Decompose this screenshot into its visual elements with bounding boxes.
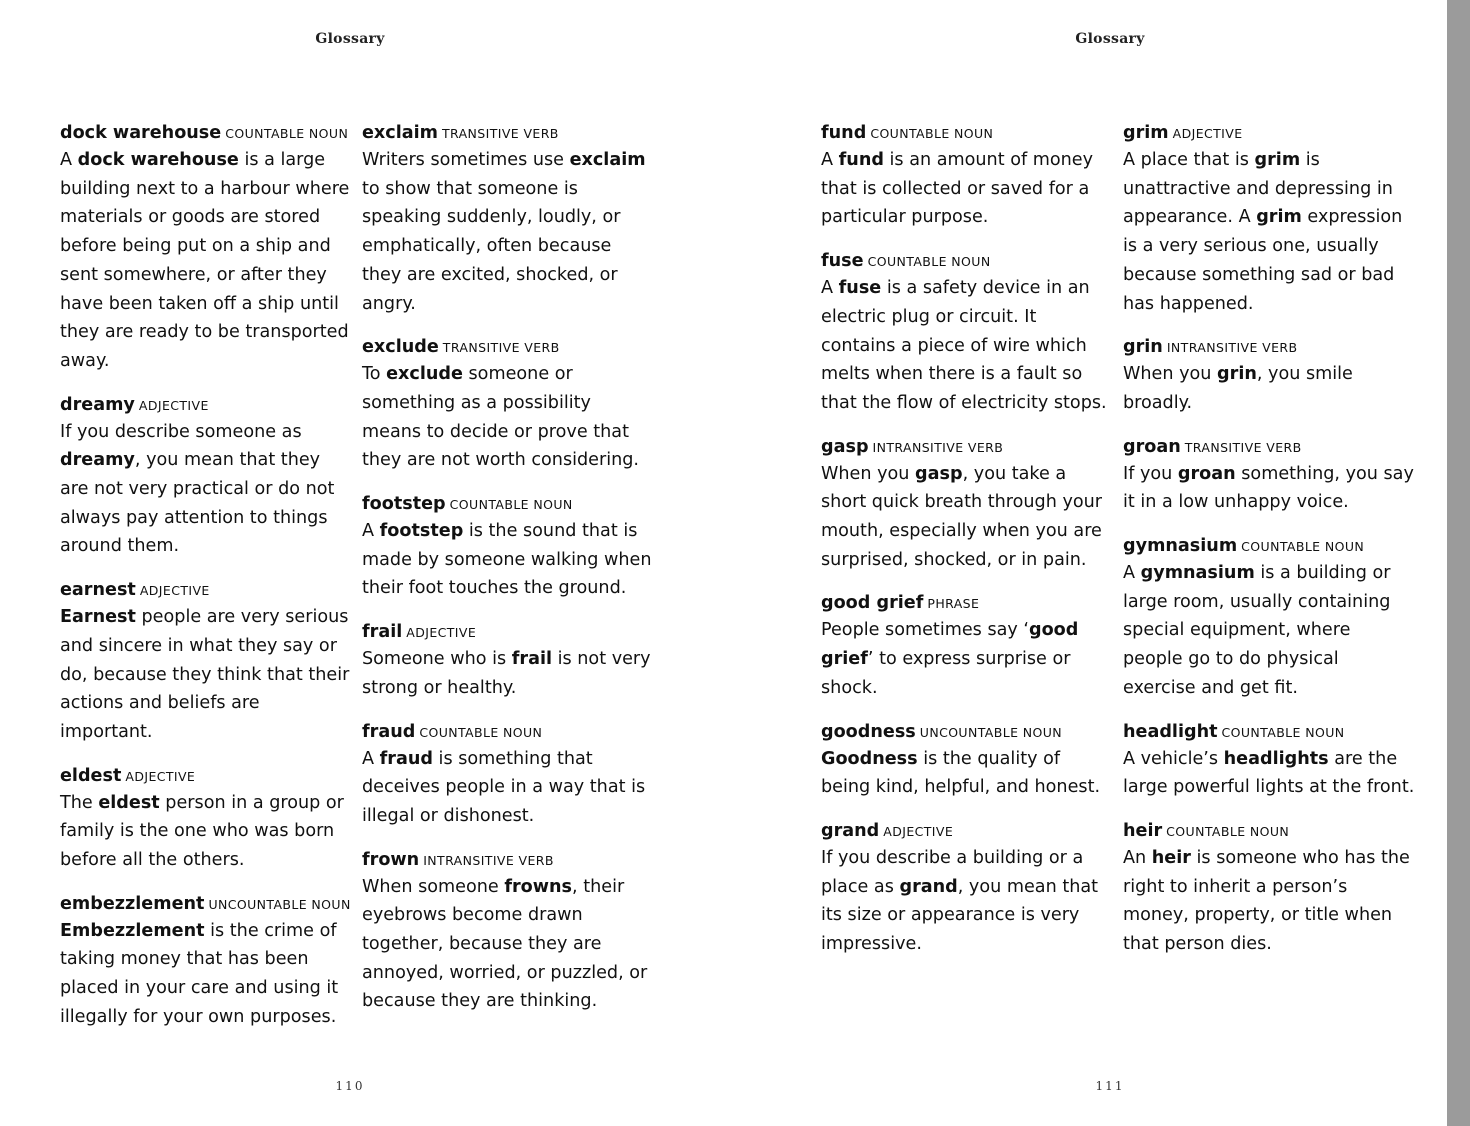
glossary-entry bbox=[1123, 435, 1415, 517]
part-of-speech: INTRANSITIVE VERB bbox=[872, 439, 1004, 455]
glossary-column bbox=[362, 121, 654, 1033]
part-of-speech: INTRANSITIVE VERB bbox=[423, 852, 554, 868]
left-page bbox=[0, 0, 730, 1126]
part-of-speech: COUNTABLE NOUN bbox=[867, 254, 991, 270]
headword: eldest bbox=[60, 765, 122, 786]
glossary-column bbox=[821, 121, 1113, 976]
definition-keyword: headlights bbox=[1223, 748, 1329, 769]
part-of-speech: COUNTABLE NOUN bbox=[419, 724, 543, 740]
headword: good grief bbox=[821, 593, 924, 614]
headword-line bbox=[821, 435, 1113, 460]
definition-keyword: frail bbox=[511, 649, 553, 670]
part-of-speech: ADJECTIVE bbox=[406, 625, 477, 641]
definition-keyword: dreamy bbox=[60, 450, 135, 471]
headword-line bbox=[362, 720, 654, 745]
definition-keyword: eldest bbox=[98, 792, 160, 813]
glossary-entry bbox=[362, 121, 654, 318]
definition-keyword: footstep bbox=[379, 521, 464, 542]
definition: People sometimes say ‘good grief’ to express surprise or shock. bbox=[821, 620, 1079, 698]
headword-line bbox=[1123, 819, 1415, 844]
glossary-entry bbox=[362, 335, 654, 475]
glossary-entry bbox=[60, 578, 352, 747]
glossary-entry bbox=[60, 764, 352, 875]
headword: fraud bbox=[362, 721, 416, 742]
running-head: Glossary bbox=[315, 31, 385, 47]
running-head: Glossary bbox=[1075, 31, 1145, 47]
definition-keyword: frowns bbox=[504, 876, 573, 897]
definition-keyword: gymnasium bbox=[1140, 563, 1255, 584]
headword-line bbox=[60, 578, 352, 603]
definition: To exclude someone or something as a possibility means to decide or prove that they are not worth considering. bbox=[362, 364, 640, 471]
definition: A fraud is something that deceives people in a way that is illegal or dishonest. bbox=[362, 748, 646, 826]
definition-keyword: Embezzlement bbox=[60, 920, 205, 941]
headword-line bbox=[1123, 335, 1415, 360]
headword-line bbox=[821, 249, 1113, 274]
glossary-entry bbox=[60, 892, 352, 1032]
definition-keyword: fraud bbox=[379, 748, 433, 769]
definition: If you describe a building or a place as grand, you mean that its size or appearance is very impressive. bbox=[821, 847, 1099, 955]
definition-keyword: good grief bbox=[821, 620, 1079, 670]
definition: A fuse is a safety device in an electric plug or circuit. It contains a piece of wire which melts when there is a fault so that the flow of electricity stops. bbox=[821, 278, 1107, 413]
definition: A fund is an amount of money that is collected or saved for a particular purpose. bbox=[821, 150, 1094, 228]
headword: headlight bbox=[1123, 721, 1218, 742]
glossary-entry bbox=[362, 848, 654, 1017]
part-of-speech: TRANSITIVE VERB bbox=[1184, 439, 1302, 455]
part-of-speech: COUNTABLE NOUN bbox=[449, 497, 573, 513]
definition: Goodness is the quality of being kind, helpful, and honest. bbox=[821, 748, 1101, 798]
headword-line bbox=[1123, 121, 1415, 146]
definition-keyword: grim bbox=[1256, 207, 1302, 228]
glossary-entry bbox=[362, 620, 654, 702]
headword-line bbox=[821, 720, 1113, 745]
headword: gasp bbox=[821, 436, 869, 457]
definition-keyword: groan bbox=[1177, 463, 1236, 484]
headword: exclaim bbox=[362, 123, 438, 143]
definition: An heir is someone who has the right to inherit a person’s money, property, or title when that person dies. bbox=[1123, 847, 1410, 955]
headword: grin bbox=[1123, 337, 1163, 358]
glossary-entry bbox=[821, 819, 1113, 959]
headword-line bbox=[821, 819, 1113, 844]
part-of-speech: COUNTABLE NOUN bbox=[870, 126, 994, 141]
part-of-speech: TRANSITIVE VERB bbox=[442, 340, 560, 356]
headword: grim bbox=[1123, 123, 1169, 143]
headword-line bbox=[821, 121, 1113, 146]
definition-keyword: exclaim bbox=[569, 150, 646, 170]
page-number: 111 bbox=[1095, 1079, 1125, 1093]
definition: If you groan something, you say it in a low unhappy voice. bbox=[1123, 463, 1414, 513]
part-of-speech: ADJECTIVE bbox=[1172, 126, 1243, 141]
headword-line bbox=[60, 393, 352, 418]
part-of-speech: ADJECTIVE bbox=[883, 823, 954, 839]
headword: fuse bbox=[821, 251, 864, 272]
headword-line bbox=[362, 335, 654, 360]
definition: A dock warehouse is a large building next to a harbour where materials or goods are stored before being put on a ship and sent somewhere, or after they have been taken off a ship until they are ready to be transported away. bbox=[60, 150, 350, 371]
headword-line bbox=[362, 492, 654, 517]
glossary-column bbox=[1123, 121, 1415, 976]
definition: If you describe someone as dreamy, you mean that they are not very practical or do not always pay attention to things around them. bbox=[60, 421, 335, 557]
part-of-speech: COUNTABLE NOUN bbox=[1241, 539, 1365, 555]
definition-keyword: heir bbox=[1151, 847, 1191, 868]
definition-keyword: fuse bbox=[838, 278, 882, 299]
headword-line bbox=[60, 121, 352, 146]
headword: grand bbox=[821, 820, 880, 841]
part-of-speech: TRANSITIVE VERB bbox=[441, 126, 559, 141]
part-of-speech: UNCOUNTABLE NOUN bbox=[919, 724, 1063, 740]
headword-line bbox=[60, 892, 352, 917]
headword: frail bbox=[362, 622, 403, 643]
headword: heir bbox=[1123, 820, 1163, 841]
glossary-column bbox=[60, 121, 352, 1049]
headword: footstep bbox=[362, 494, 446, 515]
glossary-entry bbox=[821, 249, 1113, 418]
headword-line bbox=[821, 591, 1113, 616]
headword: dock warehouse bbox=[60, 123, 222, 143]
definition: When you grin, you smile broadly. bbox=[1123, 364, 1353, 413]
headword: fund bbox=[821, 123, 867, 143]
glossary-entry bbox=[821, 720, 1113, 802]
headword-line bbox=[1123, 720, 1415, 745]
definition-keyword: Goodness bbox=[821, 748, 918, 769]
part-of-speech: UNCOUNTABLE NOUN bbox=[208, 896, 351, 912]
part-of-speech: COUNTABLE NOUN bbox=[1221, 724, 1345, 740]
glossary-entry bbox=[1123, 720, 1415, 802]
part-of-speech: COUNTABLE NOUN bbox=[225, 126, 349, 141]
glossary-entry bbox=[821, 591, 1113, 702]
headword: earnest bbox=[60, 580, 136, 601]
glossary-entry bbox=[821, 435, 1113, 575]
definition-keyword: fund bbox=[838, 150, 884, 170]
definition-keyword: grand bbox=[899, 876, 958, 897]
glossary-entry bbox=[821, 121, 1113, 232]
definition-keyword: gasp bbox=[915, 463, 963, 484]
definition: Earnest people are very serious and sincere in what they say or do, because they think that their actions and beliefs are important. bbox=[60, 607, 350, 742]
part-of-speech: ADJECTIVE bbox=[125, 768, 196, 784]
part-of-speech: INTRANSITIVE VERB bbox=[1166, 340, 1298, 356]
part-of-speech: PHRASE bbox=[927, 596, 980, 612]
headword: frown bbox=[362, 849, 420, 870]
definition: When someone frowns, their eyebrows become drawn together, because they are annoyed, worried, or puzzled, or because they are thinking. bbox=[362, 876, 648, 1012]
definition: A footstep is the sound that is made by someone walking when their foot touches the ground. bbox=[362, 521, 652, 599]
headword-line bbox=[1123, 435, 1415, 460]
glossary-entry bbox=[1123, 534, 1415, 703]
glossary-entry bbox=[362, 720, 654, 831]
definition: A gymnasium is a building or large room, usually containing special equipment, where people go to do physical exercise and get fit. bbox=[1123, 563, 1391, 698]
glossary-entry bbox=[1123, 335, 1415, 417]
glossary-entry bbox=[60, 393, 352, 562]
headword: exclude bbox=[362, 337, 439, 358]
page-number: 110 bbox=[335, 1079, 365, 1093]
glossary-entry bbox=[1123, 819, 1415, 959]
glossary-entry bbox=[1123, 121, 1415, 318]
headword: embezzlement bbox=[60, 893, 205, 914]
part-of-speech: ADJECTIVE bbox=[138, 397, 209, 413]
glossary-entry bbox=[60, 121, 352, 376]
headword-line bbox=[362, 121, 654, 146]
scrollbar[interactable] bbox=[1447, 0, 1470, 1126]
definition: A vehicle’s headlights are the large powerful lights at the front. bbox=[1123, 748, 1415, 798]
glossary-entry bbox=[362, 492, 654, 603]
definition-keyword: Earnest bbox=[60, 607, 136, 628]
definition: A place that is grim is unattractive and depressing in appearance. A grim expression is a very serious one, usually because something sad or bad has happened. bbox=[1123, 150, 1403, 314]
definition-keyword: dock warehouse bbox=[77, 150, 239, 170]
definition: Writers sometimes use exclaim to show that someone is speaking suddenly, loudly, or emphatically, often because they are excited, shocked, or angry. bbox=[362, 150, 646, 314]
headword-line bbox=[60, 764, 352, 789]
definition: The eldest person in a group or family is the one who was born before all the others. bbox=[60, 792, 344, 871]
headword: groan bbox=[1123, 436, 1181, 457]
headword-line bbox=[362, 620, 654, 645]
part-of-speech: ADJECTIVE bbox=[139, 583, 210, 599]
headword: dreamy bbox=[60, 394, 135, 415]
definition: Embezzlement is the crime of taking money that has been placed in your care and using it illegally for your own purposes. bbox=[60, 920, 339, 1027]
headword: gymnasium bbox=[1123, 536, 1238, 557]
headword-line bbox=[362, 848, 654, 873]
part-of-speech: COUNTABLE NOUN bbox=[1166, 823, 1290, 839]
definition-keyword: grim bbox=[1254, 150, 1301, 170]
right-page bbox=[730, 0, 1447, 1126]
headword: goodness bbox=[821, 721, 916, 742]
definition-keyword: grin bbox=[1217, 364, 1257, 385]
headword-line bbox=[1123, 534, 1415, 559]
definition-keyword: exclude bbox=[386, 364, 463, 385]
definition: When you gasp, you take a short quick breath through your mouth, especially when you are surprised, shocked, or in pain. bbox=[821, 463, 1103, 570]
definition: Someone who is frail is not very strong or healthy. bbox=[362, 649, 651, 698]
